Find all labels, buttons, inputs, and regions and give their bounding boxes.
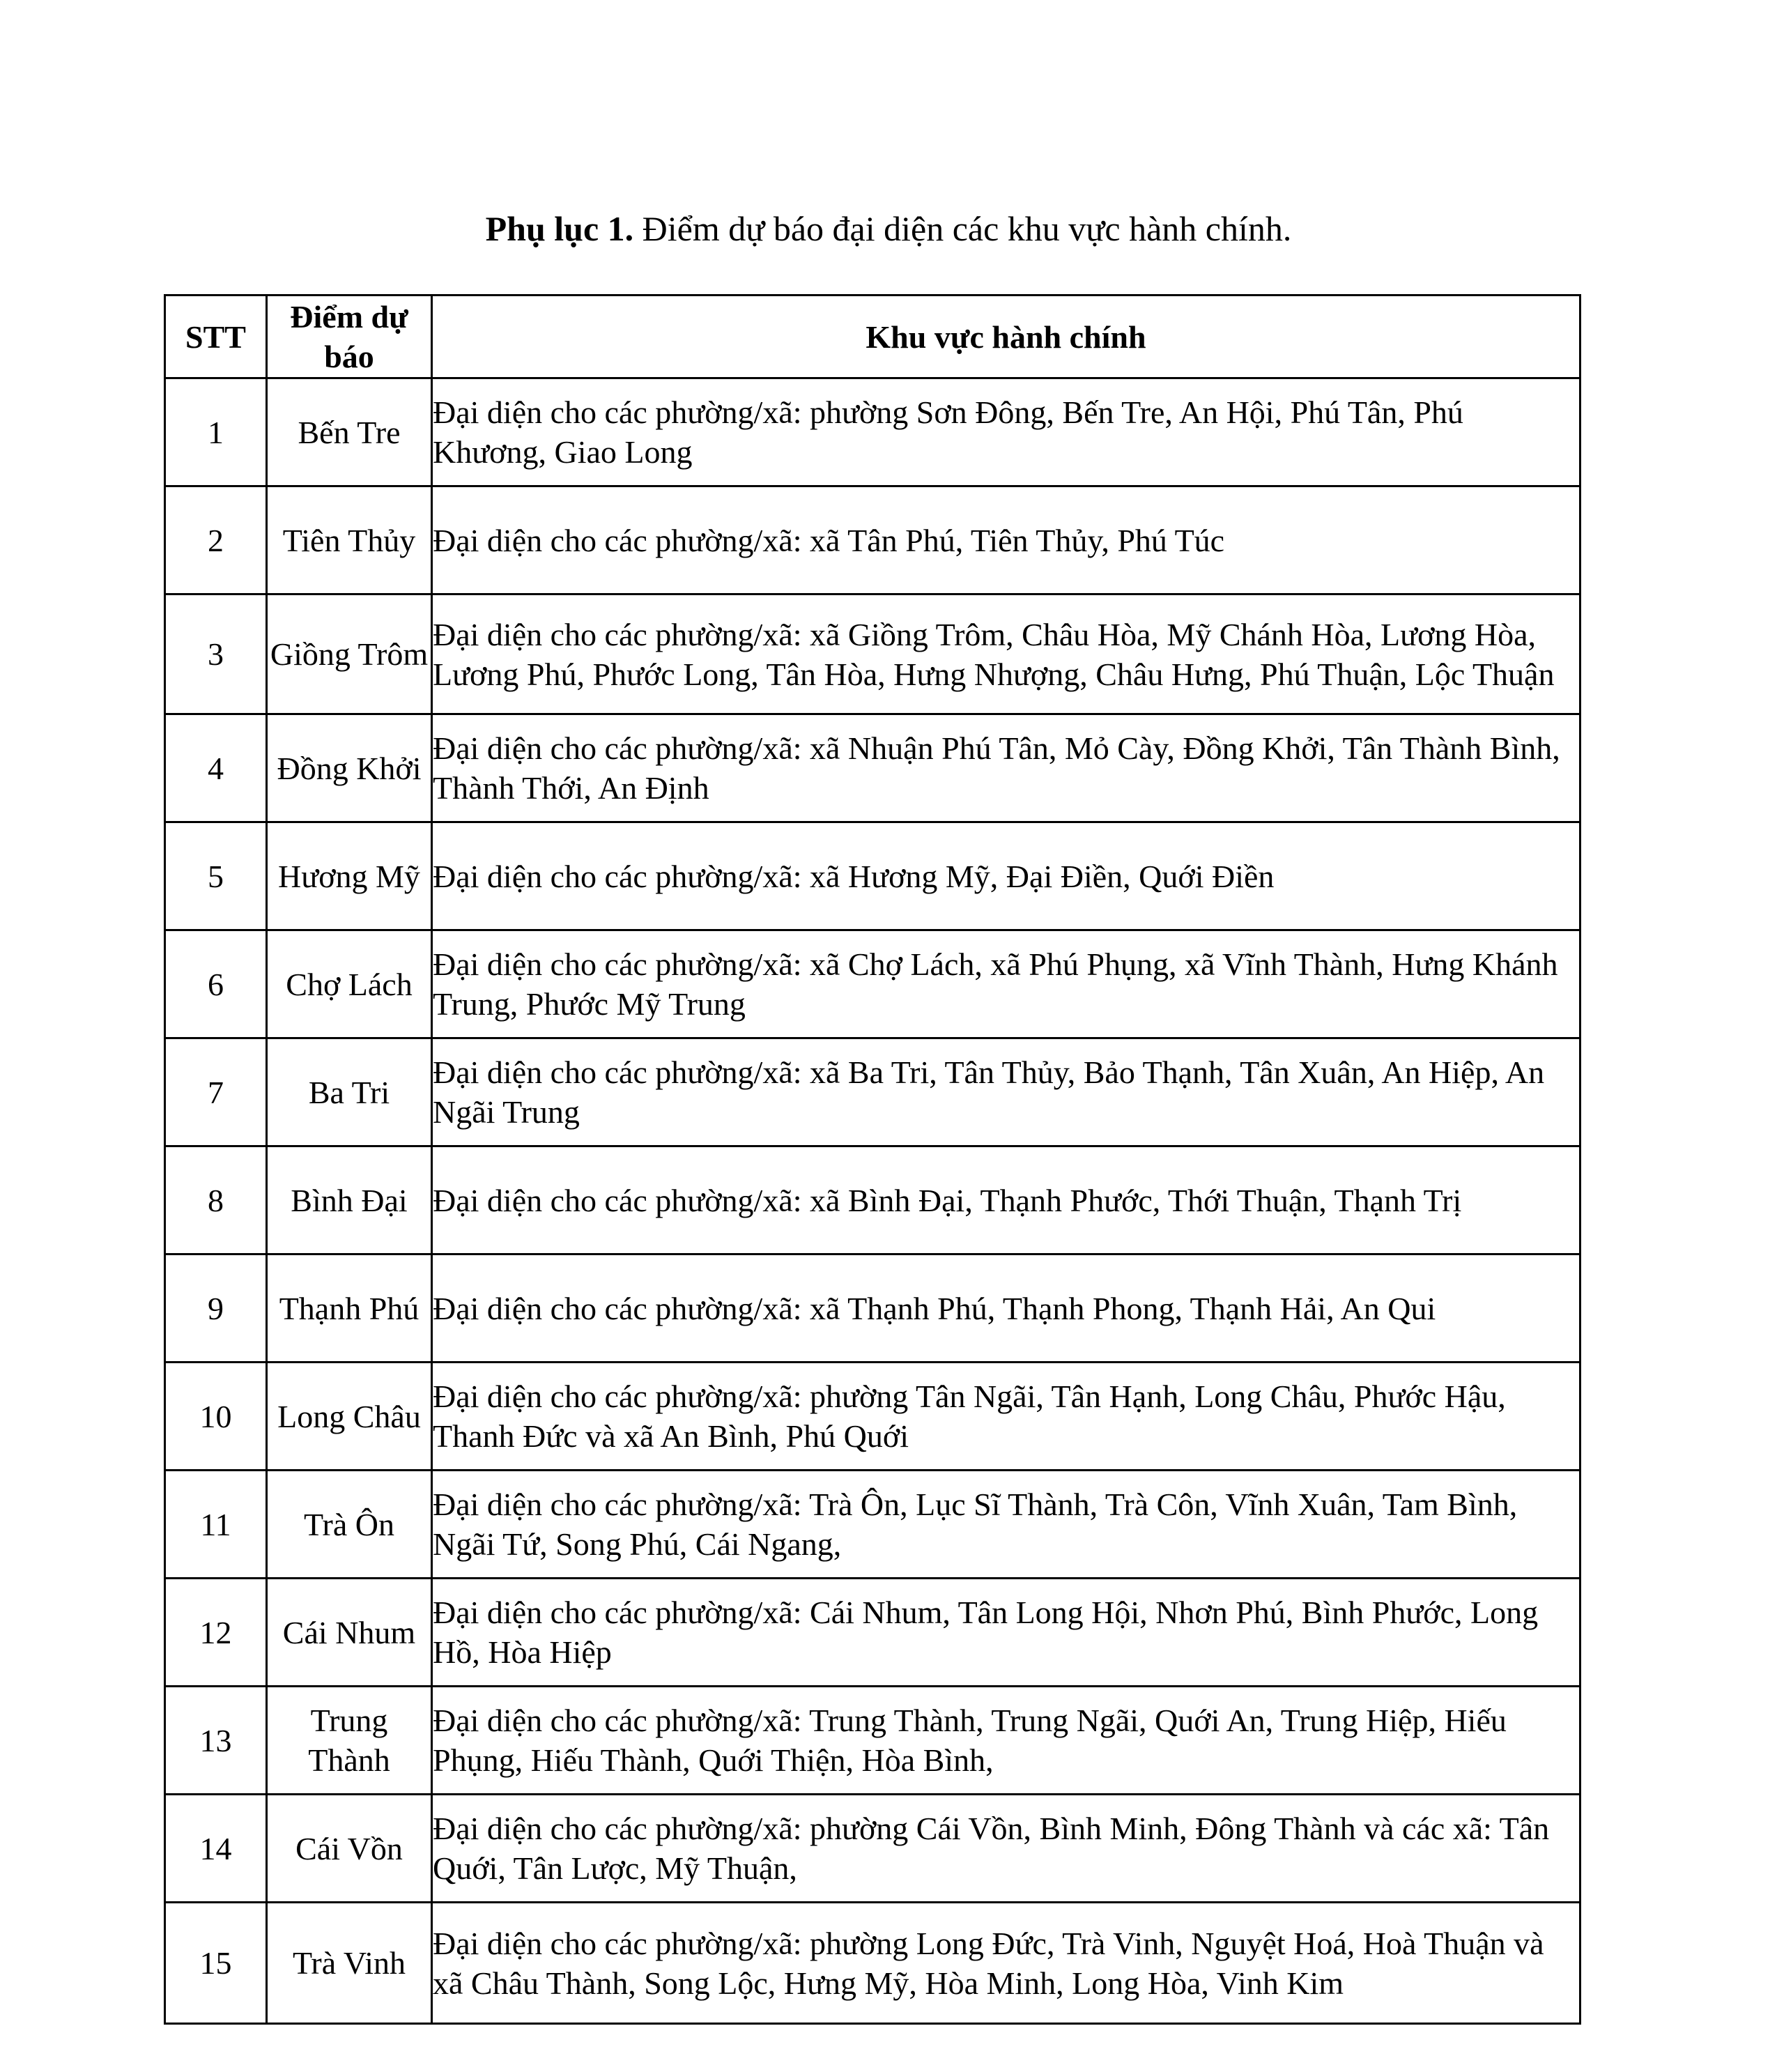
row-forecast-point: Tiên Thủy [267, 486, 432, 594]
title-label: Phụ lục 1. [485, 209, 634, 248]
table-row [165, 1254, 1580, 1363]
table-row [165, 1471, 1580, 1579]
row-forecast-point: Bình Đại [267, 1146, 432, 1254]
row-stt: 11 [165, 1471, 267, 1579]
table-row [165, 1363, 1580, 1471]
row-forecast-point: Trà Ôn [267, 1471, 432, 1579]
row-admin-area: Đại diện cho các phường/xã: xã Thạnh Phú, Thạnh Phong, Thạnh Hải, An Qui [432, 1254, 1580, 1363]
table-header-row [165, 296, 1580, 378]
header-stt: STT [165, 296, 267, 378]
row-forecast-point: Bến Tre [267, 378, 432, 486]
title-text: Điểm dự báo đại diện các khu vực hành chính. [633, 209, 1292, 248]
header-admin-area: Khu vực hành chính [432, 296, 1580, 378]
row-admin-area: Đại diện cho các phường/xã: xã Giồng Trôm, Châu Hòa, Mỹ Chánh Hòa, Lương Hòa, Lương Phú, Phước Long, Tân Hòa, Hưng Nhượng, Châu Hưng, Phú Thuận, Lộc Thuận [432, 594, 1580, 714]
row-stt: 14 [165, 1795, 267, 1903]
row-admin-area: Đại diện cho các phường/xã: phường Long Đức, Trà Vinh, Nguyệt Hoá, Hoà Thuận và xã Châu Thành, Song Lộc, Hưng Mỹ, Hòa Minh, Long Hòa, Vinh Kim [432, 1903, 1580, 2024]
row-forecast-point: Trà Vinh [267, 1903, 432, 2024]
table-row [165, 714, 1580, 822]
row-stt: 7 [165, 1038, 267, 1146]
table-row [165, 1579, 1580, 1687]
row-admin-area: Đại diện cho các phường/xã: Trà Ôn, Lục Sĩ Thành, Trà Côn, Vĩnh Xuân, Tam Bình, Ngãi Tứ, Song Phú, Cái Ngang, [432, 1471, 1580, 1579]
row-admin-area: Đại diện cho các phường/xã: phường Tân Ngãi, Tân Hạnh, Long Châu, Phước Hậu, Thanh Đức và xã An Bình, Phú Quới [432, 1363, 1580, 1471]
row-forecast-point: Đồng Khởi [267, 714, 432, 822]
row-stt: 1 [165, 378, 267, 486]
row-forecast-point: Trung Thành [267, 1687, 432, 1795]
row-admin-area: Đại diện cho các phường/xã: xã Nhuận Phú Tân, Mỏ Cày, Đồng Khởi, Tân Thành Bình, Thành Thới, An Định [432, 714, 1580, 822]
forecast-points-table [164, 294, 1581, 2025]
row-forecast-point: Giồng Trôm [267, 594, 432, 714]
table-row [165, 1687, 1580, 1795]
table-row [165, 378, 1580, 486]
row-forecast-point: Ba Tri [267, 1038, 432, 1146]
row-forecast-point: Cái Vồn [267, 1795, 432, 1903]
document-title [0, 206, 1777, 251]
table-row [165, 594, 1580, 714]
row-admin-area: Đại diện cho các phường/xã: Cái Nhum, Tân Long Hội, Nhơn Phú, Bình Phước, Long Hồ, Hòa Hiệp [432, 1579, 1580, 1687]
table-row [165, 1038, 1580, 1146]
row-stt: 5 [165, 822, 267, 930]
row-forecast-point: Hương Mỹ [267, 822, 432, 930]
row-admin-area: Đại diện cho các phường/xã: phường Cái Vồn, Bình Minh, Đông Thành và các xã: Tân Quới, Tân Lược, Mỹ Thuận, [432, 1795, 1580, 1903]
table-row [165, 1146, 1580, 1254]
row-stt: 15 [165, 1903, 267, 2024]
row-stt: 4 [165, 714, 267, 822]
row-stt: 13 [165, 1687, 267, 1795]
row-forecast-point: Chợ Lách [267, 930, 432, 1038]
row-stt: 6 [165, 930, 267, 1038]
table-row [165, 486, 1580, 594]
row-stt: 12 [165, 1579, 267, 1687]
row-forecast-point: Long Châu [267, 1363, 432, 1471]
table-row [165, 1903, 1580, 2024]
row-admin-area: Đại diện cho các phường/xã: xã Tân Phú, Tiên Thủy, Phú Túc [432, 486, 1580, 594]
row-admin-area: Đại diện cho các phường/xã: xã Chợ Lách, xã Phú Phụng, xã Vĩnh Thành, Hưng Khánh Trung, Phước Mỹ Trung [432, 930, 1580, 1038]
row-admin-area: Đại diện cho các phường/xã: phường Sơn Đông, Bến Tre, An Hội, Phú Tân, Phú Khương, Giao Long [432, 378, 1580, 486]
row-admin-area: Đại diện cho các phường/xã: xã Hương Mỹ, Đại Điền, Quới Điền [432, 822, 1580, 930]
row-stt: 10 [165, 1363, 267, 1471]
table-row [165, 930, 1580, 1038]
row-forecast-point: Thạnh Phú [267, 1254, 432, 1363]
row-admin-area: Đại diện cho các phường/xã: xã Bình Đại, Thạnh Phước, Thới Thuận, Thạnh Trị [432, 1146, 1580, 1254]
row-admin-area: Đại diện cho các phường/xã: xã Ba Tri, Tân Thủy, Bảo Thạnh, Tân Xuân, An Hiệp, An Ngãi Trung [432, 1038, 1580, 1146]
row-stt: 8 [165, 1146, 267, 1254]
row-forecast-point: Cái Nhum [267, 1579, 432, 1687]
table-row [165, 822, 1580, 930]
row-stt: 9 [165, 1254, 267, 1363]
row-admin-area: Đại diện cho các phường/xã: Trung Thành, Trung Ngãi, Quới An, Trung Hiệp, Hiếu Phụng, Hiếu Thành, Quới Thiện, Hòa Bình, [432, 1687, 1580, 1795]
row-stt: 3 [165, 594, 267, 714]
header-forecast-point: Điểm dự báo [267, 296, 432, 378]
table-row [165, 1795, 1580, 1903]
row-stt: 2 [165, 486, 267, 594]
